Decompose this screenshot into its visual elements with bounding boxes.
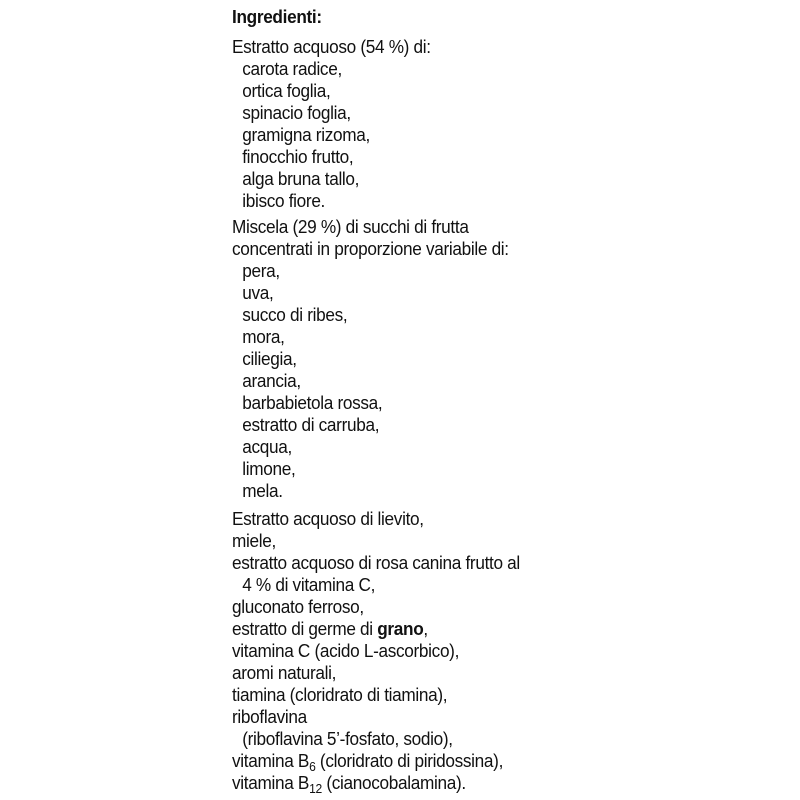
ingredient-text: vitamina B (232, 772, 310, 793)
ingredient-punctuation: , (423, 618, 428, 639)
ingredient-item: ciliegia, (242, 348, 297, 369)
ingredient-line: aromi naturali, (232, 662, 337, 683)
ingredient-line: Estratto acquoso di lievito, (232, 508, 424, 529)
fruit-juice-group (232, 216, 753, 502)
fruit-juice-intro: Miscela (29 %) di succhi di frutta (232, 216, 469, 237)
ingredient-line-vitamin-b6 (232, 750, 753, 772)
ingredient-item: finocchio frutto, (242, 146, 354, 167)
vitamin-subscript: 6 (309, 759, 316, 774)
ingredient-item: carota radice, (242, 58, 342, 79)
ingredient-item: pera, (242, 260, 280, 281)
ingredient-item: spinacio foglia, (242, 102, 351, 123)
fruit-juice-intro-continued: concentrati in proporzione variabile di: (232, 238, 509, 259)
ingredient-text: (cloridrato di piridossina), (315, 750, 504, 771)
ingredient-item: ibisco fiore. (242, 190, 326, 211)
ingredient-item: mela. (242, 480, 283, 501)
ingredient-item: alga bruna tallo, (242, 168, 360, 189)
ingredient-item: arancia, (242, 370, 301, 391)
ingredients-label (232, 6, 753, 794)
ingredient-line-vitamin-b12 (232, 772, 753, 794)
ingredient-text: estratto di germe di (232, 618, 378, 639)
ingredients-title: Ingredienti: (232, 6, 322, 27)
ingredient-line-continued: 4 % di vitamina C, (242, 574, 376, 595)
ingredient-item: estratto di carruba, (242, 414, 380, 435)
ingredient-item: acqua, (242, 436, 292, 457)
ingredient-line-allergen (232, 618, 753, 640)
allergen-highlight: grano (377, 618, 424, 639)
ingredient-line: miele, (232, 530, 276, 551)
ingredient-text: vitamina B (232, 750, 310, 771)
ingredient-item: ortica foglia, (242, 80, 331, 101)
aqueous-extract-intro: Estratto acquoso (54 %) di: (232, 36, 431, 57)
ingredient-line: gluconato ferroso, (232, 596, 364, 617)
vitamin-subscript: 12 (309, 781, 322, 796)
other-ingredients-group (232, 508, 753, 794)
ingredient-line: estratto acquoso di rosa canina frutto al (232, 552, 520, 573)
ingredient-line: riboflavina (232, 706, 307, 727)
ingredient-item: uva, (242, 282, 274, 303)
ingredient-item: barbabietola rossa, (242, 392, 383, 413)
ingredient-item: gramigna rizoma, (242, 124, 370, 145)
ingredient-line: vitamina C (acido L-ascorbico), (232, 640, 460, 661)
ingredient-text: (cianocobalamina). (321, 772, 466, 793)
ingredient-item: limone, (242, 458, 296, 479)
aqueous-extract-group (232, 36, 753, 212)
ingredient-line: tiamina (cloridrato di tiamina), (232, 684, 448, 705)
ingredient-line-continued: (riboflavina 5’-fosfato, sodio), (242, 728, 453, 749)
ingredient-item: succo di ribes, (242, 304, 348, 325)
ingredient-item: mora, (242, 326, 285, 347)
